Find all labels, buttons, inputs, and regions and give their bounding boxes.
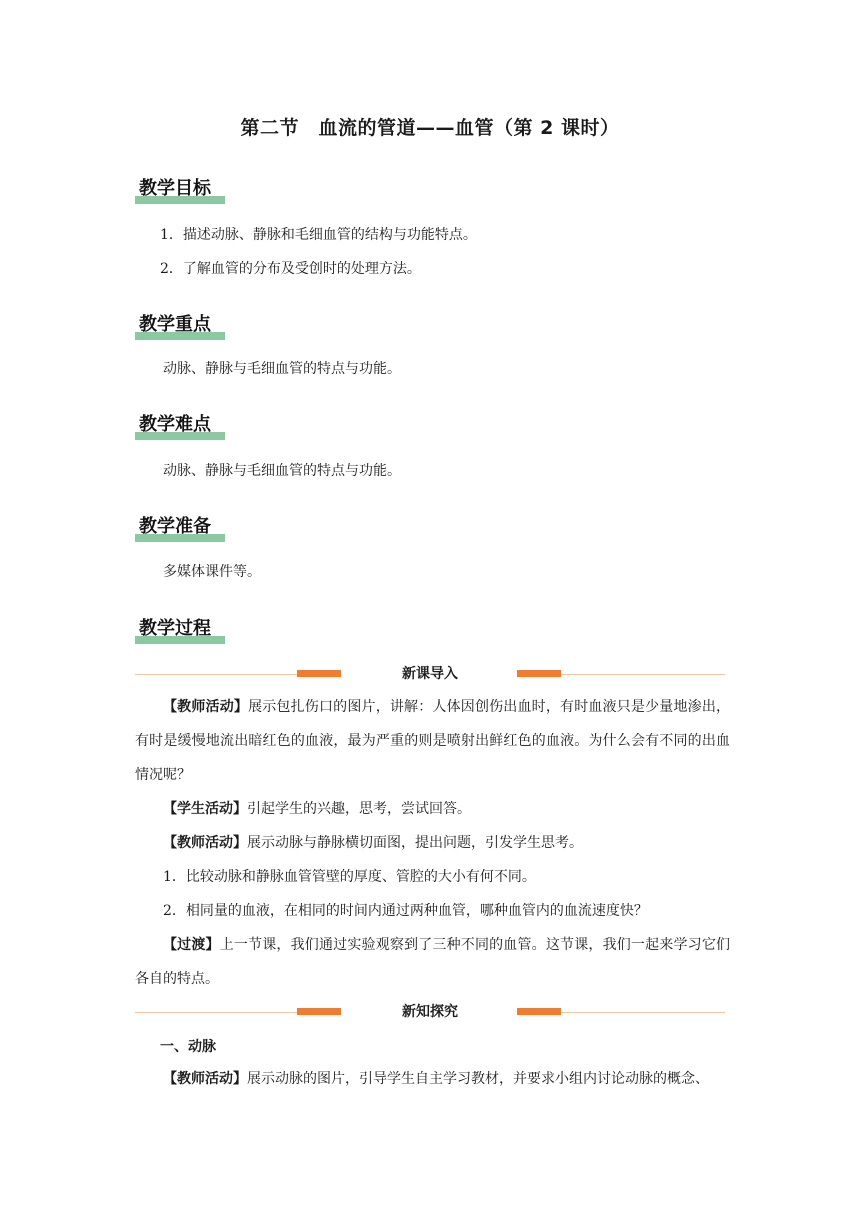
section-heading-objectives: 教学目标 <box>135 176 211 204</box>
divider-explore <box>135 999 725 1025</box>
intro-paragraph-3: 【教师活动】展示动脉与静脉横切面图，提出问题，引发学生思考。 <box>163 835 583 851</box>
intro-paragraph-transition: 【过渡】上一节课，我们通过实验观察到了三种不同的血管。这节课，我们一起来学习它们各自的特点。 <box>135 937 730 987</box>
divider-label: 新课导入 <box>402 666 458 682</box>
section-heading-preparation: 教学准备 <box>135 514 211 542</box>
divider-bar-right <box>517 670 561 677</box>
key-points-text: 动脉、静脉与毛细血管的特点与功能。 <box>163 361 401 377</box>
objective-item-1: 1．描述动脉、静脉和毛细血管的结构与功能特点。 <box>160 227 477 243</box>
intro-question-2: 2．相同量的血液，在相同的时间内通过两种血管，哪种血管内的血流速度快？ <box>163 903 648 919</box>
divider-bar-right <box>517 1008 561 1015</box>
intro-paragraph-2: 【学生活动】引起学生的兴趣，思考，尝试回答。 <box>163 801 471 817</box>
divider-line-right <box>561 674 725 675</box>
intro-paragraph-1: 【教师活动】展示包扎伤口的图片，讲解：人体因创伤出血时，有时血液只是少量地渗出，有时是缓慢地流出暗红色的血液，最为严重的则是喷射出鲜红色的血液。为什么会有不同的出血情况呢？ <box>135 699 730 783</box>
objective-item-2: 2．了解血管的分布及受创时的处理方法。 <box>160 261 421 277</box>
explore-paragraph-1: 【教师活动】展示动脉的图片，引导学生自主学习教材，并要求小组内讨论动脉的概念、 <box>163 1071 709 1087</box>
subheading-artery: 一、动脉 <box>160 1039 216 1055</box>
intro-question-1: 1．比较动脉和静脉血管管壁的厚度、管腔的大小有何不同。 <box>163 869 536 885</box>
section-heading-key-points: 教学重点 <box>135 312 211 340</box>
divider-line-right <box>561 1012 725 1013</box>
divider-intro <box>135 661 725 687</box>
preparation-text: 多媒体课件等。 <box>163 564 261 580</box>
difficulties-text: 动脉、静脉与毛细血管的特点与功能。 <box>163 463 401 479</box>
section-heading-process: 教学过程 <box>135 616 211 644</box>
section-heading-difficulties: 教学难点 <box>135 412 211 440</box>
page-title: 第二节 血流的管道——血管（第 2 课时） <box>240 117 620 139</box>
divider-label: 新知探究 <box>402 1004 458 1020</box>
